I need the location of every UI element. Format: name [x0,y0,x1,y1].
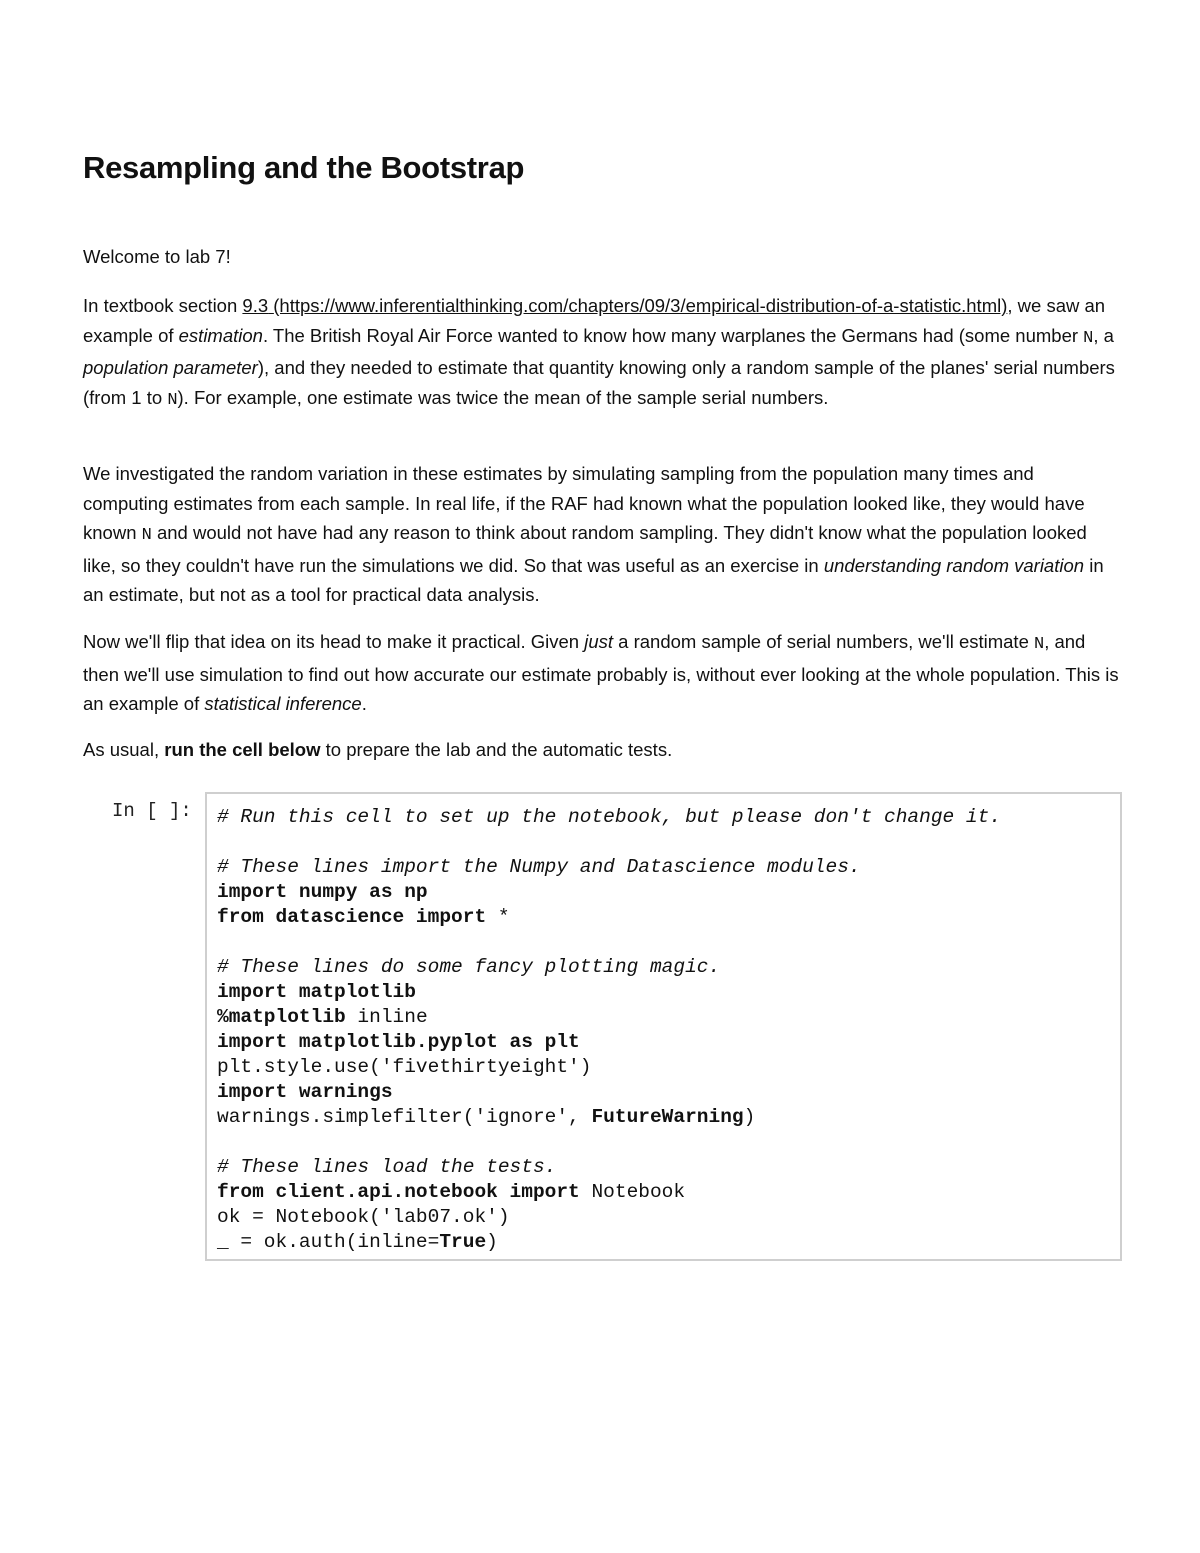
emphasis-just: just [584,631,614,652]
now-text: , and then we'll use simulation to find out how accurate our estimate probably is, without ever looking at the whole population. This is an example of [83,631,1119,715]
investigated-text: and would not have had any reason to think about random sampling. They didn't know what the population looked like, so they couldn't have run the simulations we did. So that was useful as an exercise in [83,522,1087,576]
page-title: Resampling and the Bootstrap [83,150,525,185]
code-text: Notebook [579,1181,686,1203]
code-keyword-line: import warnings [217,1081,393,1103]
code-text: ) [486,1231,498,1253]
code-text: plt.style.use('fivethirtyeight') [217,1056,592,1078]
usual-paragraph [83,735,1123,785]
intro-text: ), and they needed to estimate that quantity knowing only a random sample of the planes' serial numbers (from 1 to [83,357,1115,408]
emphasis-population-parameter: population parameter [83,357,258,379]
emphasis-statistical-inference: statistical inference [204,693,362,715]
code-comment: # These lines do some fancy plotting magic. [217,956,721,978]
inline-code-n: N [141,526,152,546]
inline-code-n: N [167,390,178,410]
code-text: * [486,906,510,928]
code-keyword-line: from client.api.notebook import [217,1181,580,1203]
intro-paragraph [83,291,1123,435]
code-comment: # These lines import the Numpy and Datascience modules. [217,856,861,878]
now-paragraph [83,627,1123,739]
code-comment: # These lines load the tests. [217,1156,557,1178]
code-cell[interactable] [205,792,1122,1261]
code-builtin: FutureWarning [591,1106,744,1128]
usual-text: As usual, [83,739,165,760]
code-keyword-line: import matplotlib [217,981,416,1003]
textbook-link-label: 9.3 [242,295,269,316]
inline-code-n: N [1034,635,1045,654]
textbook-link-url: (https://www.inferentialthinking.com/chapters/09/3/empirical-distribution-of-a-statistic.html) [273,295,1008,316]
code-comment: # Run this cell to set up the notebook, but please don't change it. [217,806,1002,828]
code-magic: %matplotlib [217,1006,346,1028]
code-builtin: True [439,1231,487,1253]
now-text: . [361,693,367,715]
intro-text: . The British Royal Air Force wanted to know how many warplanes the Germans had (some number [262,324,1084,346]
usual-text: to prepare the lab and the automatic tests. [320,739,673,760]
code-text: inline [345,1006,428,1028]
investigated-text: We investigated the random variation in these estimates by simulating sampling from the population many times and computing estimates from each sample. In real life, if the RAF had known what the population looked like, they would have known [83,463,1085,544]
code-text: ok = Notebook('lab07.ok') [217,1206,510,1228]
cell-prompt: In [ ]: [112,800,192,822]
code-editor[interactable] [217,805,1001,1255]
code-text: _ = ok.auth(inline= [217,1231,440,1253]
inline-code-n: N [1083,328,1094,348]
strong-run-cell: run the cell below [164,739,321,760]
now-text: Now we'll flip that idea on its head to make it practical. Given [83,631,585,652]
investigated-text: in an estimate, but not as a tool for practical data analysis. [83,554,1104,606]
textbook-link[interactable] [242,295,1007,316]
intro-text: , a [1093,324,1114,346]
intro-text: In textbook section [83,295,243,316]
now-text: a random sample of serial numbers, we'll estimate [613,631,1034,652]
welcome-paragraph [83,242,1123,292]
emphasis-estimation: estimation [178,324,263,346]
welcome-text: Welcome to lab 7! [83,246,231,267]
intro-text: , we saw an example of [83,295,1106,346]
investigated-paragraph [83,459,1123,630]
code-keyword-line: import matplotlib.pyplot as plt [217,1031,580,1053]
code-text: ) [743,1106,756,1128]
code-keyword-line: from datascience import [217,906,487,928]
code-keyword-line: import numpy as np [217,881,428,903]
intro-text: ). For example, one estimate was twice the mean of the sample serial numbers. [177,386,829,408]
emphasis-understanding: understanding random variation [823,554,1085,576]
code-text: warnings.simplefilter('ignore', [217,1106,592,1128]
